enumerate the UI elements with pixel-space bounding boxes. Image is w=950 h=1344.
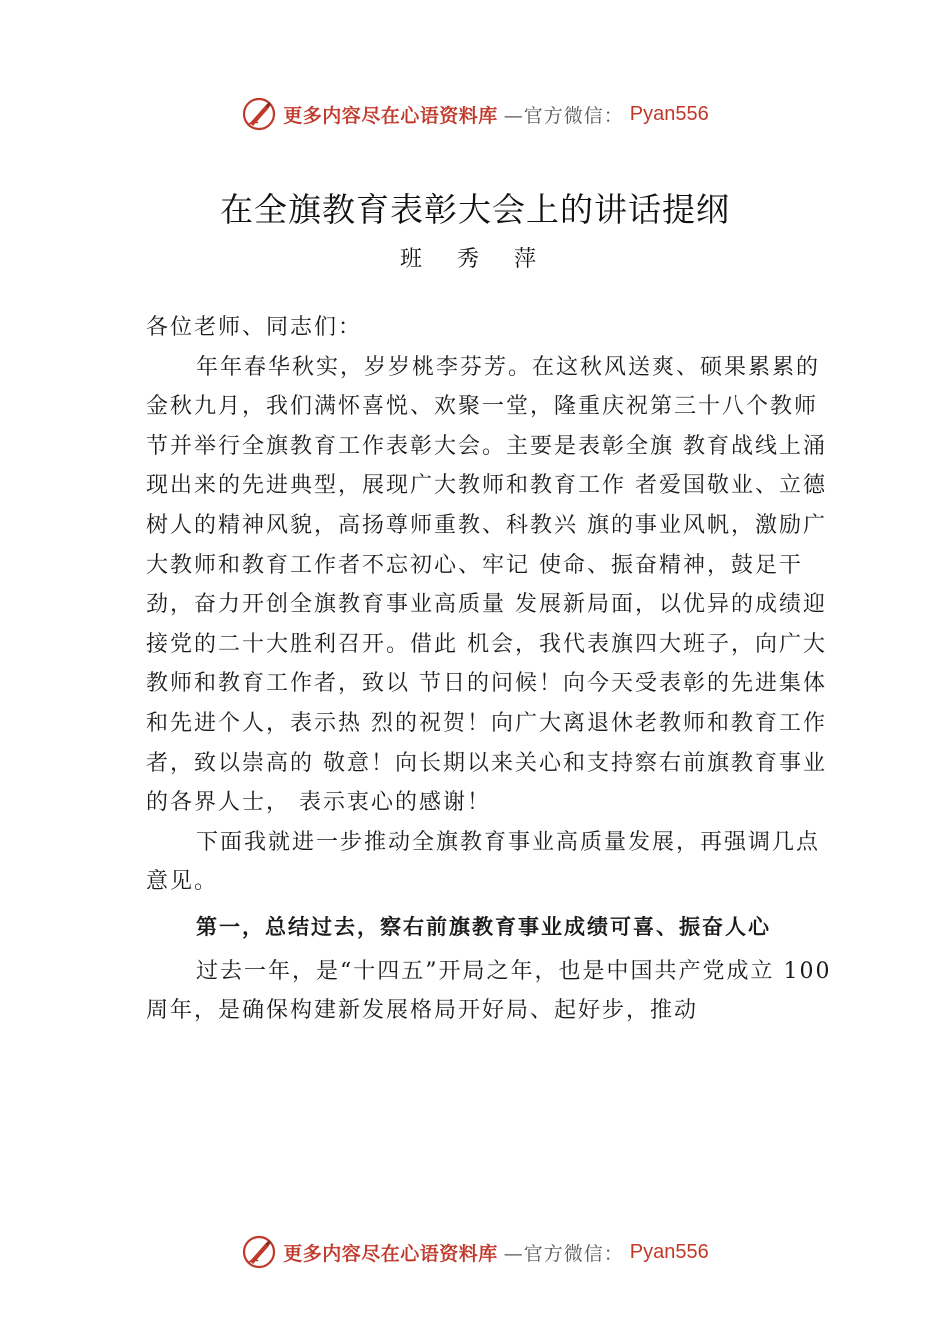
watermark-banner-bottom <box>0 1230 950 1274</box>
pen-logo-icon <box>241 1234 277 1270</box>
watermark-banner-top <box>0 92 950 136</box>
document-body <box>146 308 836 1031</box>
watermark-gray-text: —官方微信： <box>503 104 624 127</box>
pen-logo-icon <box>241 96 277 132</box>
paragraph-opening: 年年春华秋实，岁岁桃李芬芳。在这秋风送爽、硕果累累的金秋九月，我们满怀喜悦、欢聚一堂，隆重庆祝第三十八个教师节并举行全旗教育工作表彰大会。主要是表彰全旗 教育战线上涌现出来的先进典型，展现广大教师和教育工作 者爱国敬业、立德树人的精神风貌，高扬尊师重教、科教兴 旗的事业风帆，激励广大教师和教育工作者不忘初心、牢记 使命、振奋精神，鼓足干劲，奋力开创全旗教育事业高质量 发展新局面，以优异的成绩迎接党的二十大胜利召开。借此 机会，我代表旗四大班子，向广大教师和教育工作者，致以 节日的问候！向今天受表彰的先进集体和先进个人，表示热 烈的祝贺！向广大离退休老教师和教育工作者，致以崇高的 敬意！向长期以来关心和支持察右前旗教育事业的各界人士， 表示衷心的感谢！ <box>146 354 827 816</box>
watermark-red-text: 更多内容尽在心语资料库 <box>283 1242 498 1265</box>
paragraph-transition: 下面我就进一步推动全旗教育事业高质量发展，再强调几点意见。 <box>146 829 821 895</box>
document-title: 在全旗教育表彰大会上的讲话提纲 <box>220 190 730 229</box>
section-heading: 第一，总结过去，察右前旗教育事业成绩可喜、振奋人心 <box>196 914 771 939</box>
greeting: 各位老师、同志们： <box>146 315 363 340</box>
section-paragraph: 过去一年，是“十四五”开局之年，也是中国共产党成立 100 周年，是确保构建新发展格局开好局、起好步，推动 <box>146 958 832 1024</box>
watermark-wechat-id: Pyan556 <box>629 1240 709 1263</box>
watermark-gray-text: —官方微信： <box>503 1242 624 1265</box>
watermark-red-text: 更多内容尽在心语资料库 <box>283 104 498 127</box>
watermark-wechat-id: Pyan556 <box>629 102 709 125</box>
document-author: 班 秀 萍 <box>400 247 550 272</box>
